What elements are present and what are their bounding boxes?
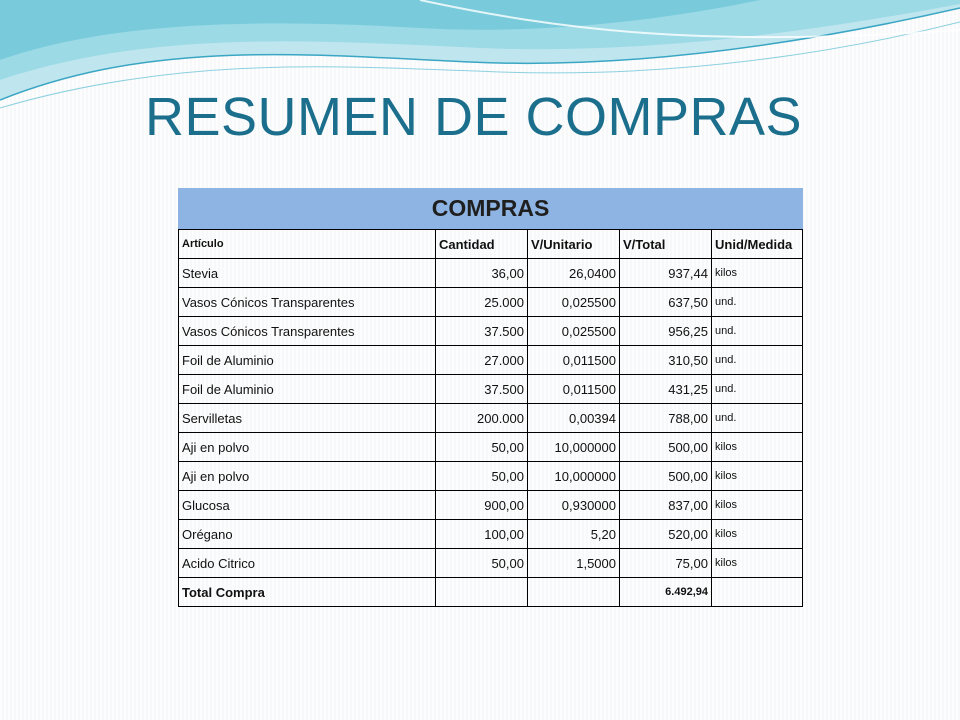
total-value: 6.492,94 (620, 578, 712, 607)
table-row (178, 259, 803, 288)
cell-unidad: kilos (712, 259, 803, 288)
cell-unitario: 0,011500 (528, 346, 620, 375)
table-row (178, 491, 803, 520)
page-title: RESUMEN DE COMPRAS (145, 87, 803, 147)
cell-unitario: 26,0400 (528, 259, 620, 288)
table-row (178, 462, 803, 491)
cell-unidad: kilos (712, 549, 803, 578)
cell-cantidad: 900,00 (436, 491, 528, 520)
table-caption (178, 188, 803, 230)
cell-cantidad: 37.500 (436, 317, 528, 346)
cell-total: 500,00 (620, 462, 712, 491)
column-header-row (178, 230, 803, 259)
cell-unitario: 5,20 (528, 520, 620, 549)
table-body (178, 230, 803, 607)
cell-total: 956,25 (620, 317, 712, 346)
cell-unitario: 0,011500 (528, 375, 620, 404)
cell-unidad: und. (712, 288, 803, 317)
cell-cantidad: 200.000 (436, 404, 528, 433)
column-header-cantidad: Cantidad (436, 230, 528, 259)
total-empty-unidad (712, 578, 803, 607)
total-empty-unitario (528, 578, 620, 607)
cell-unidad: und. (712, 375, 803, 404)
table-row (178, 433, 803, 462)
cell-cantidad: 50,00 (436, 549, 528, 578)
cell-unidad: kilos (712, 462, 803, 491)
cell-total: 837,00 (620, 491, 712, 520)
column-header-unitario: V/Unitario (528, 230, 620, 259)
table-row (178, 549, 803, 578)
cell-unitario: 0,025500 (528, 288, 620, 317)
cell-articulo: Servilletas (178, 404, 436, 433)
cell-unidad: kilos (712, 520, 803, 549)
cell-cantidad: 50,00 (436, 433, 528, 462)
cell-unitario: 0,930000 (528, 491, 620, 520)
cell-cantidad: 100,00 (436, 520, 528, 549)
cell-total: 788,00 (620, 404, 712, 433)
cell-total: 500,00 (620, 433, 712, 462)
cell-total: 637,50 (620, 288, 712, 317)
cell-unidad: kilos (712, 433, 803, 462)
cell-unidad: und. (712, 404, 803, 433)
compras-table (178, 188, 803, 607)
cell-unidad: und. (712, 346, 803, 375)
cell-total: 431,25 (620, 375, 712, 404)
cell-cantidad: 50,00 (436, 462, 528, 491)
cell-articulo: Foil de Aluminio (178, 346, 436, 375)
cell-cantidad: 37.500 (436, 375, 528, 404)
total-empty-cantidad (436, 578, 528, 607)
cell-unitario: 1,5000 (528, 549, 620, 578)
table-row (178, 346, 803, 375)
table-caption-text: COMPRAS (431, 195, 550, 221)
cell-unitario: 0,00394 (528, 404, 620, 433)
table-row (178, 317, 803, 346)
cell-unidad: kilos (712, 491, 803, 520)
cell-unitario: 10,000000 (528, 433, 620, 462)
cell-total: 310,50 (620, 346, 712, 375)
cell-total: 520,00 (620, 520, 712, 549)
table-row (178, 520, 803, 549)
total-row (178, 578, 803, 607)
cell-articulo: Stevia (178, 259, 436, 288)
cell-articulo: Aji en polvo (178, 433, 436, 462)
purchases-table (178, 230, 803, 607)
cell-cantidad: 36,00 (436, 259, 528, 288)
cell-unitario: 0,025500 (528, 317, 620, 346)
cell-total: 75,00 (620, 549, 712, 578)
cell-cantidad: 25.000 (436, 288, 528, 317)
cell-total: 937,44 (620, 259, 712, 288)
cell-cantidad: 27.000 (436, 346, 528, 375)
total-label: Total Compra (178, 578, 436, 607)
cell-articulo: Aji en polvo (178, 462, 436, 491)
cell-unidad: und. (712, 317, 803, 346)
column-header-unidad: Unid/Medida (712, 230, 803, 259)
cell-articulo: Vasos Cónicos Transparentes (178, 317, 436, 346)
table-row (178, 288, 803, 317)
column-header-articulo: Artículo (178, 230, 436, 259)
column-header-total: V/Total (620, 230, 712, 259)
cell-articulo: Glucosa (178, 491, 436, 520)
table-row (178, 375, 803, 404)
cell-articulo: Vasos Cónicos Transparentes (178, 288, 436, 317)
cell-articulo: Acido Citrico (178, 549, 436, 578)
cell-articulo: Orégano (178, 520, 436, 549)
table-row (178, 404, 803, 433)
cell-unitario: 10,000000 (528, 462, 620, 491)
cell-articulo: Foil de Aluminio (178, 375, 436, 404)
